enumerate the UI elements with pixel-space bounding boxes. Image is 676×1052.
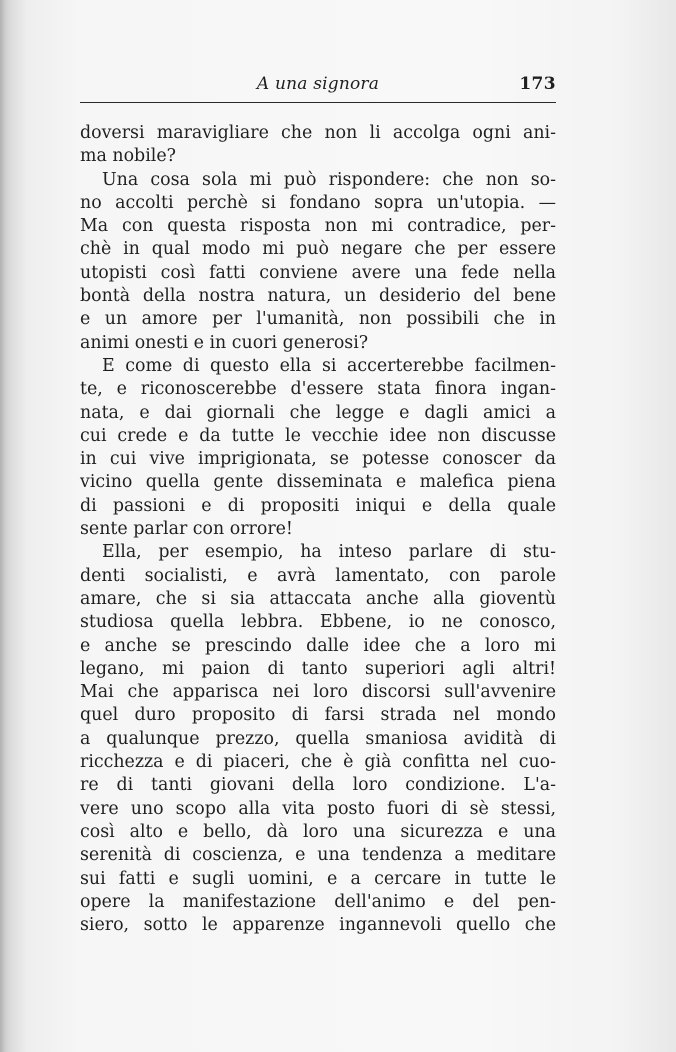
- text-line: sui fatti e sugli uomini, e a cercare in tutte le: [80, 868, 556, 889]
- text-line: animi onesti e in cuori generosi?: [80, 332, 369, 353]
- text-line: in cui vive imprigionata, se potesse conoscer da: [80, 449, 556, 470]
- text-line: no accolti perchè si fondano sopra un'utopia. —: [80, 192, 556, 213]
- text-line: Ella, per esempio, ha inteso parlare di stu-: [102, 542, 556, 563]
- text-line: utopisti così fatti conviene avere una fede nella: [80, 262, 556, 283]
- text-line: nata, e dai giornali che legge e dagli amici a: [80, 402, 556, 423]
- text-line: sente parlar con orrore!: [80, 519, 293, 540]
- text-line: doversi maravigliare che non li accolga ogni ani-: [80, 123, 556, 143]
- text-line: serenità di coscienza, e una tendenza a meditare: [80, 845, 556, 866]
- running-header: [80, 74, 556, 102]
- text-line: E come di questo ella si accerterebbe facilmen-: [102, 355, 556, 376]
- text-line: legano, mi paion di tanto superiori agli altri!: [80, 658, 556, 679]
- text-line: e un amore per l'umanità, non possibili che in: [80, 309, 556, 330]
- text-line: Una cosa sola mi può rispondere: che non so-: [102, 169, 556, 190]
- header-rule: [80, 102, 556, 103]
- text-line: chè in qual modo mi può negare che per essere: [80, 239, 556, 260]
- text-line: ricchezza e di piaceri, che è già confitta nel cuo-: [80, 752, 556, 773]
- text-line: di passioni e di propositi iniqui e della quale: [80, 495, 556, 516]
- text-line: re di tanti giovani della loro condizione. L'a-: [80, 775, 556, 796]
- text-line: Mai che apparisca nei loro discorsi sull'avvenire: [80, 682, 556, 703]
- text-line: e anche se prescindo dalle idee che a loro mi: [80, 635, 556, 656]
- text-line: vicino quella gente disseminata e malefica piena: [80, 472, 556, 493]
- text-line: denti socialisti, e avrà lamentato, con parole: [80, 565, 556, 586]
- text-line: ma nobile?: [80, 146, 176, 167]
- text-line: vere uno scopo alla vita posto fuori di sè stessi,: [80, 798, 556, 819]
- text-line: Ma con questa risposta non mi contradice, per-: [80, 216, 556, 237]
- text-line: siero, sotto le apparenze ingannevoli quello che: [80, 915, 556, 936]
- text-line: opere la manifestazione dell'animo e del pen-: [80, 891, 556, 912]
- body-text: [80, 122, 556, 937]
- text-line: amare, che si sia attaccata anche alla gioventù: [80, 588, 556, 609]
- text-line: così alto e bello, dà loro una sicurezza e una: [80, 821, 556, 842]
- running-title: A una signora: [256, 74, 380, 94]
- text-line: bontà della nostra natura, un desiderio del bene: [80, 286, 556, 307]
- text-line: cui crede e da tutte le vecchie idee non discusse: [80, 425, 556, 446]
- text-line: studiosa quella lebbra. Ebbene, io ne conosco,: [80, 612, 556, 633]
- text-line: quel duro proposito di farsi strada nel mondo: [80, 705, 556, 726]
- text-line: te, e riconoscerebbe d'essere stata finora ingan-: [80, 379, 556, 400]
- text-line: a qualunque prezzo, quella smaniosa avidità di: [80, 728, 556, 749]
- page-number: 173: [519, 74, 556, 94]
